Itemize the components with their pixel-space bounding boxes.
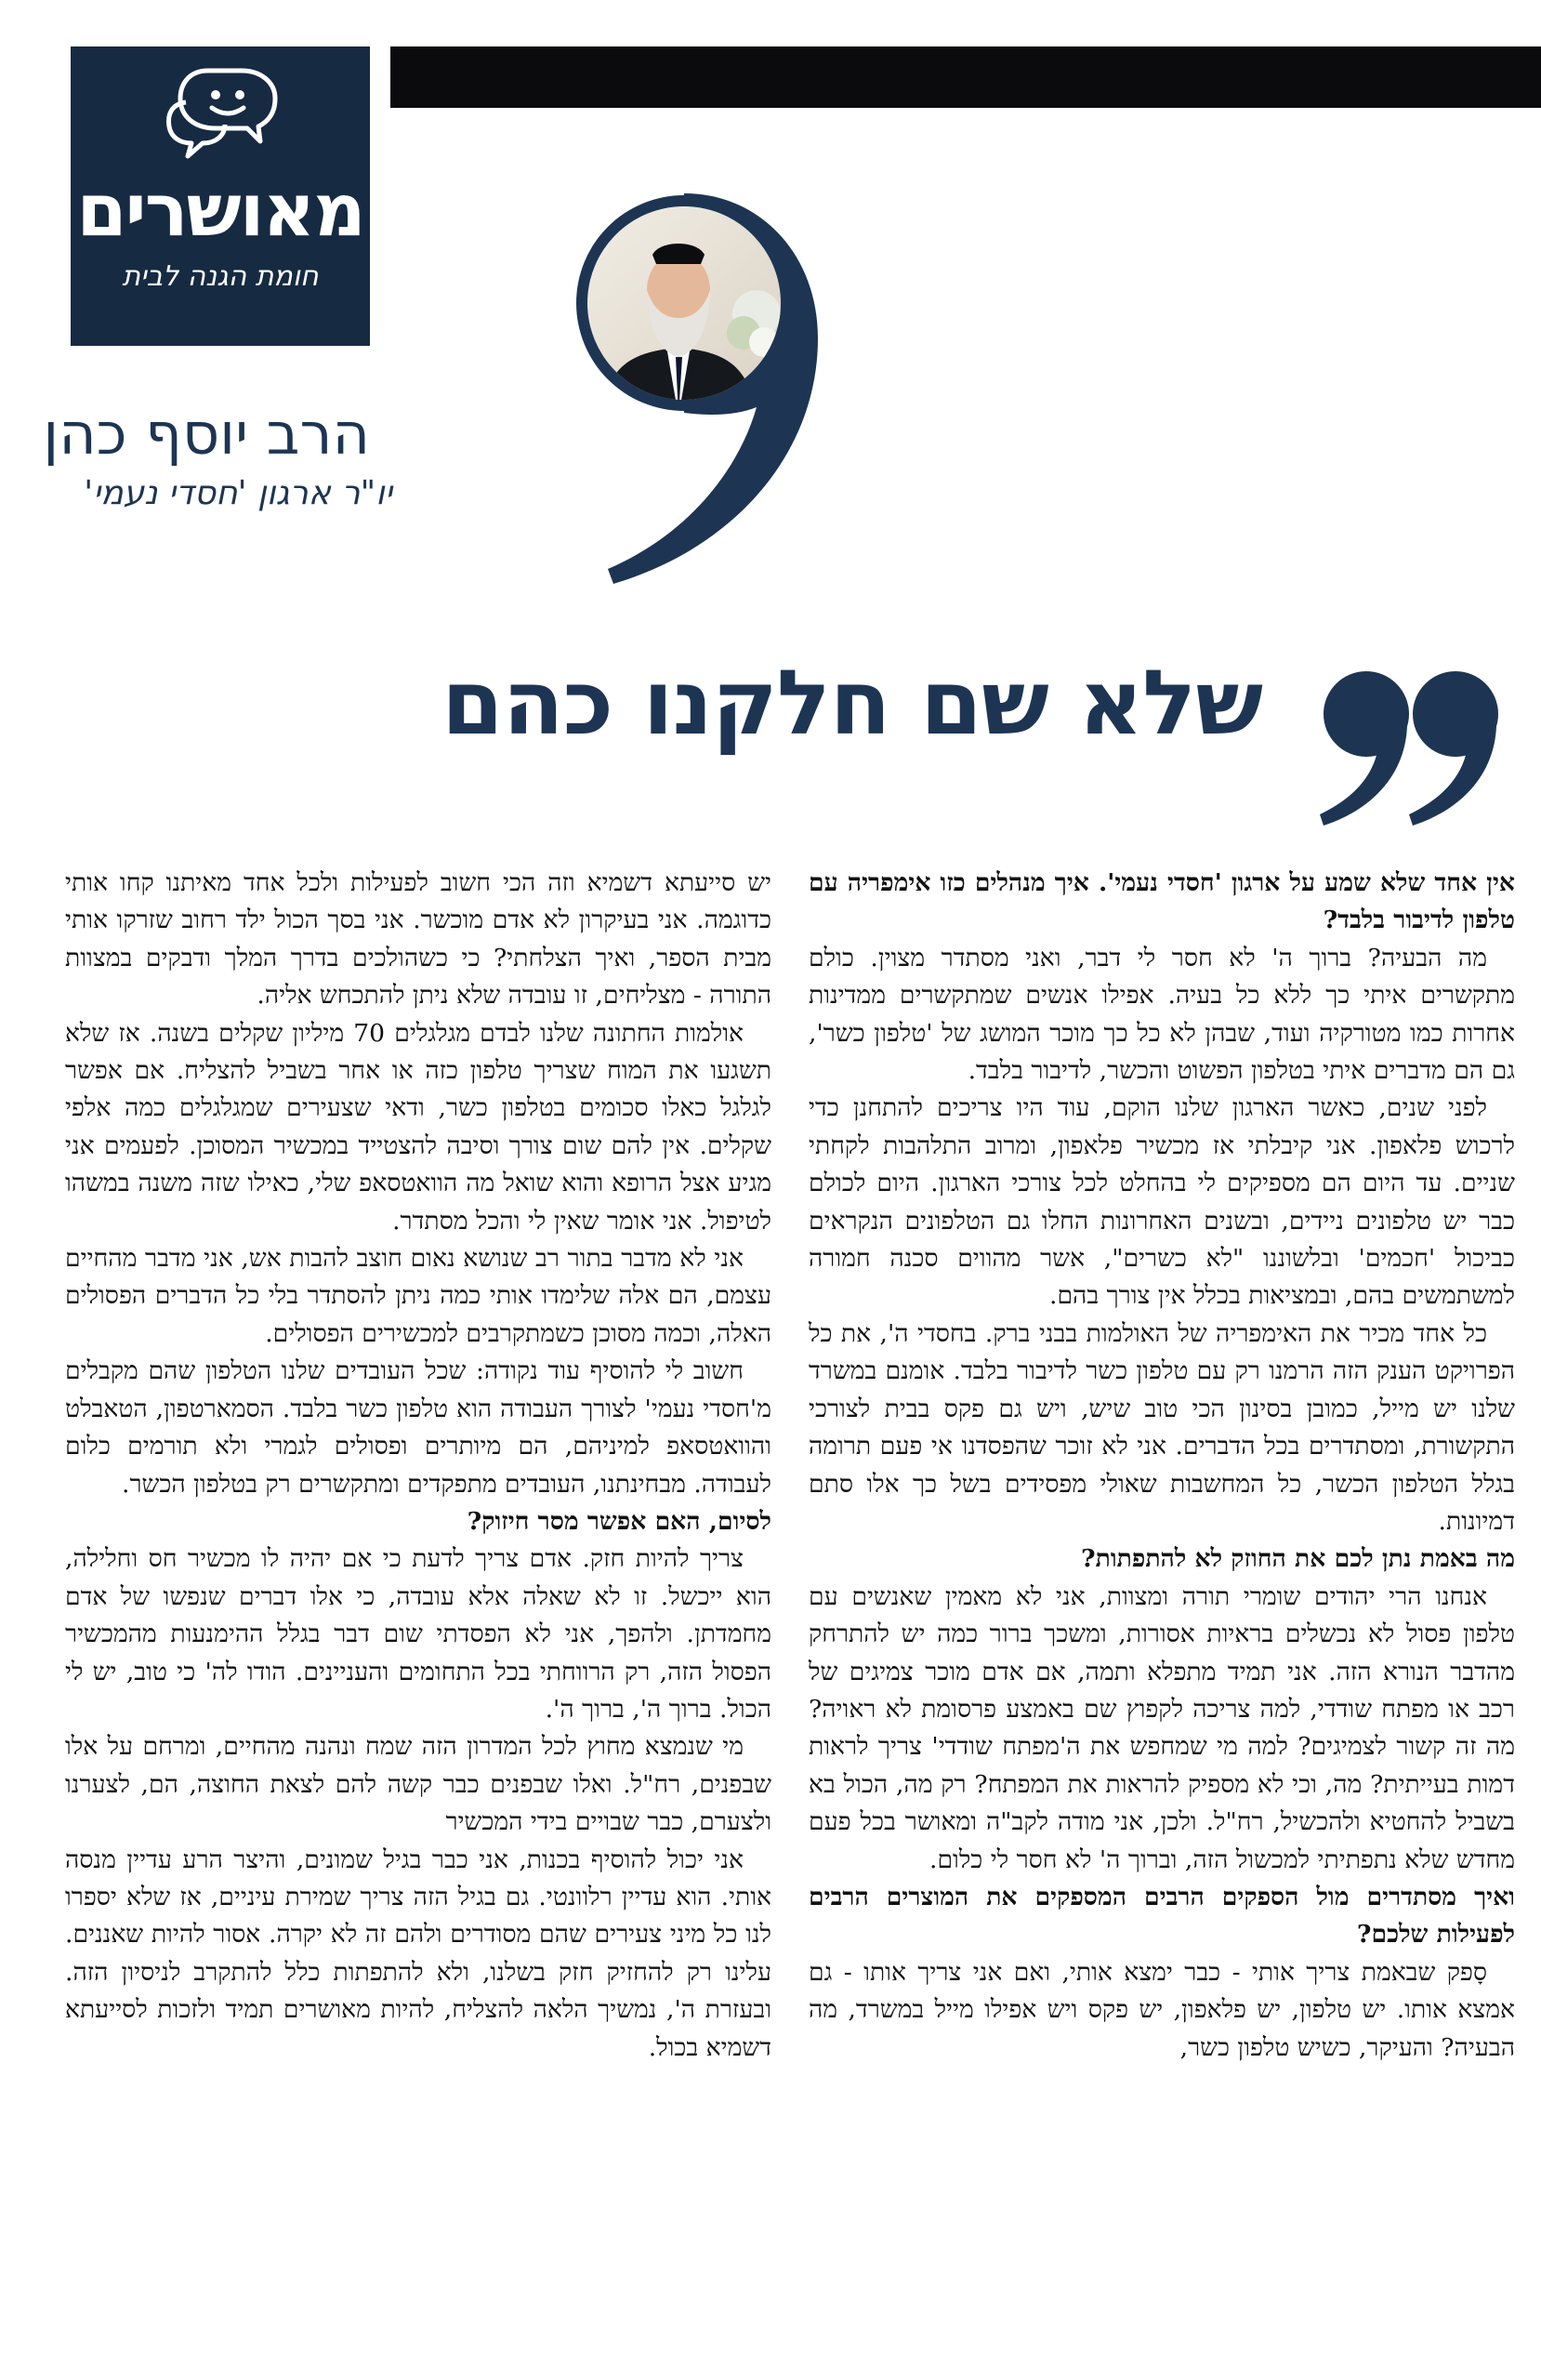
interview-question: ואיך מסתדרים מול הספקים הרבים המספקים את המוצרים הרבים לפעילות שלכם? <box>809 1882 1515 1950</box>
brand-tagline: חומת הגנה לבית <box>122 260 319 293</box>
author-role: יו"ר ארגון 'חסדי נעמי' <box>84 474 392 512</box>
headline: שלא שם חלקנו כהם <box>441 651 1262 755</box>
article-column-right <box>809 865 1515 2067</box>
interview-question: לסיום, האם אפשר מסר חיזוק? <box>467 1506 771 1536</box>
author-name: הרב יוסף כהן <box>43 400 370 468</box>
quote-marks-icon <box>1318 669 1504 827</box>
article-paragraph: אולמות החתונה שלנו לבדם מגלגלים 70 מיליון שקלים בשנה. אז שלא תשגעו את המוח שצריך טלפון כזה או אחר בשביל להצליח. אם אפשר לגלגל כאלו סכומים בטלפון כשר, ודאי שצעירים שמגלגלים כמה אלפי שקלים. אין להם שום צורך וסיבה להצטייד במכשיר המסוכן. לפעמים אני מגיע אצל הרופא והוא שואל מה הוואטסאפ שלי, כאילו שזה משנה במשהו לטיפול. אני אומר שאין לי והכל מסתדר. <box>65 1018 771 1236</box>
article-paragraph: מה הבעיה? ברוך ה' לא חסר לי דבר, ואני מסתדר מצוין. כולם מתקשרים איתי כך ללא כל בעיה. אפילו אנשים שמתקשרים ממדינות אחרות כמו מטורקיה ועוד, שבהן לא כל כך מוכר המושג של 'טלפון כשר', גם הם מדברים איתי בטלפון הפשוט והכשר, לדיבור בלבד. <box>809 943 1515 1086</box>
article-paragraph: אני לא מדבר בתור רב שנושא נאום חוצב להבות אש, אני מדבר מהחיים עצמם, הם אלה שלימדו אותי כמה ניתן להסתדר בלי כל הדברים הפסולים האלה, וכמה מסוכן כשמתקרבים למכשירים הפסולים. <box>65 1244 771 1348</box>
article-paragraph: אני יכול להוסיף בכנות, אני כבר בגיל שמונים, והיצר הרע עדיין מנסה אותי. הוא עדיין רלוונטי. גם בגיל הזה צריך שמירת עיניים, אז שלא יספרו לנו כל מיני צעירים שהם מסודרים ולהם זה לא יקרה. אסור להיות שאננים. עלינו רק להחזיק חזק בשלנו, ולא להתפתות כלל להתקרב לניסיון הזה. ובעזרת ה', נמשיך הלאה להצליח, להיות מאושרים תמיד ולזכות לסייעתא דשמיא בכול. <box>65 1844 771 2062</box>
article-paragraph: אנחנו הרי יהודים שומרי תורה ומצוות, אני לא מאמין שאנשים עם טלפון פסול לא נכשלים בראיות אסורות, ומשכך ברור כמה יש להתרחק מהדבר הנורא הזה. אני תמיד מתפלא ותמה, אם אדם מוכר צמיגים של רכב או מפתח שודדי, למה צריכה לקפוץ שם באמצע פרסומת לא ראויה? מה זה קשור לצמיגים? למה מי שמחפש את ה'מפתח שודדי' צריך לראות דמות בעייתית? מה, וכי לא מספיק להראות את המפתח? רק מה, הכול בא בשביל להחטיא ולהכשיל, רח"ל. ולכן, אני מודה לקב"ה ומאושר בכל פעם מחדש שלא נתפתיתי למכשול הזה, וברוך ה' לא חסר לי כלום. <box>809 1581 1515 1874</box>
article-paragraph: צריך להיות חזק. אדם צריך לדעת כי אם יהיה לו מכשיר חס וחלילה, הוא ייכשל. זו לא שאלה אלא עובדה, כי אלו דברים שנפשו של אדם מחמדתן. ולהפך, אני לא הפסדתי שום דבר בגלל ההימנעות מהמכשיר הפסול הזה, רק הרווחתי בכל התחומים והעניינים. הודו לה' כי טוב, יש לי הכול. ברוך ה', ברוך ה'. <box>65 1544 771 1724</box>
article-paragraph: כל אחד מכיר את האימפריה של האולמות בבני ברק. בחסדי ה', את כל הפרויקט הענק הזה הרמנו רק עם טלפון כשר לדיבור בלבד. אומנם במשרד שלנו יש מייל, כמובן בסינון הכי טוב שיש, ויש גם פקס בבית לצורכי התקשורת, ומסתדרים בכל הדברים. אני לא זוכר שהפסדנו אי פעם תרומה בגלל הטלפון הכשר, כל המחשבות שאולי מפסידים בשל כך אלו סתם דמיונות. <box>809 1318 1515 1536</box>
article-paragraph: יש סייעתא דשמיא וזה הכי חשוב לפעילות ולכל אחד מאיתנו קחו אותי כדוגמה. אני בעיקרון לא אדם מוכשר. אני בסך הכול ילד רחוב שזרקו אותי מבית הספר, ואיך הצלחתי? כי כשהולכים בדרך המלך ודבקים במצוות התורה - מצליחים, זו עובדה שלא ניתן להתכחש אליה. <box>65 868 771 1011</box>
article-paragraph: מי שנמצא מחוץ לכל המדרון הזה שמח ונהנה מהחיים, ומרחם על אלו שבפנים, רח"ל. ואלו שבפנים כבר קשה להם לצאת החוצה, הם, לצערנו ולצערם, כבר שבויים בידי המכשיר <box>65 1732 771 1837</box>
chat-smiley-icon <box>160 58 281 169</box>
article-paragraph: לפני שנים, כאשר הארגון שלנו הוקם, עוד היו צריכים להתחנן כדי לרכוש פלאפון. אני קיבלתי אז מכשיר פלאפון, ומרוב התלהבות לקחתי שניים. עד היום הם מספיקים לי בהחלט לכל צורכי הארגון. היום לכולם כבר יש טלפונים ניידים, ובשנים האחרונות החלו גם הטלפונים הנקראים כביכול 'חכמים' ובלשוננו "לא כשרים", אשר מהווים סכנה חמורה למשתמשים בהם, ובמציאות בכלל אין צורך בהם. <box>809 1093 1515 1311</box>
article-paragraph: חשוב לי להוסיף עוד נקודה: שכל העובדים שלנו הטלפון שהם מקבלים מ'חסדי נעמי' לצורך העבודה הוא טלפון כשר בלבד. הסמארטפון, הטאבלט והוואטסאפ למיניהם, הם מיותרים ופסולים לגמרי ולא תורמים כלום לעבודה. מבחינתנו, העובדים מתפקדים ומתקשרים רק בטלפון הכשר. <box>65 1356 771 1499</box>
article-column-left <box>65 865 771 2067</box>
brand-logo <box>71 46 370 346</box>
interview-question: מה באמת נתן לכם את החוזק לא להתפתות? <box>1081 1544 1515 1574</box>
interview-question: אין אחד שלא שמע על ארגון 'חסדי נעמי'. איך מנהלים כזו אימפריה עם טלפון לדיבור בלבד? <box>809 868 1515 935</box>
top-bar <box>390 46 1541 108</box>
article-paragraph: סָפק שבאמת צריך אותי - כבר ימצא אותי, ואם אני צריך אותו - גם אמצא אותו. יש טלפון, יש פלאפון, יש פקס ויש אפילו מייל במשרד, מה הבעיה? והעיקר, כשיש טלפון כשר, <box>809 1957 1515 2062</box>
brand-title: מאושרים <box>76 169 364 253</box>
comma-frame-icon <box>574 193 835 584</box>
